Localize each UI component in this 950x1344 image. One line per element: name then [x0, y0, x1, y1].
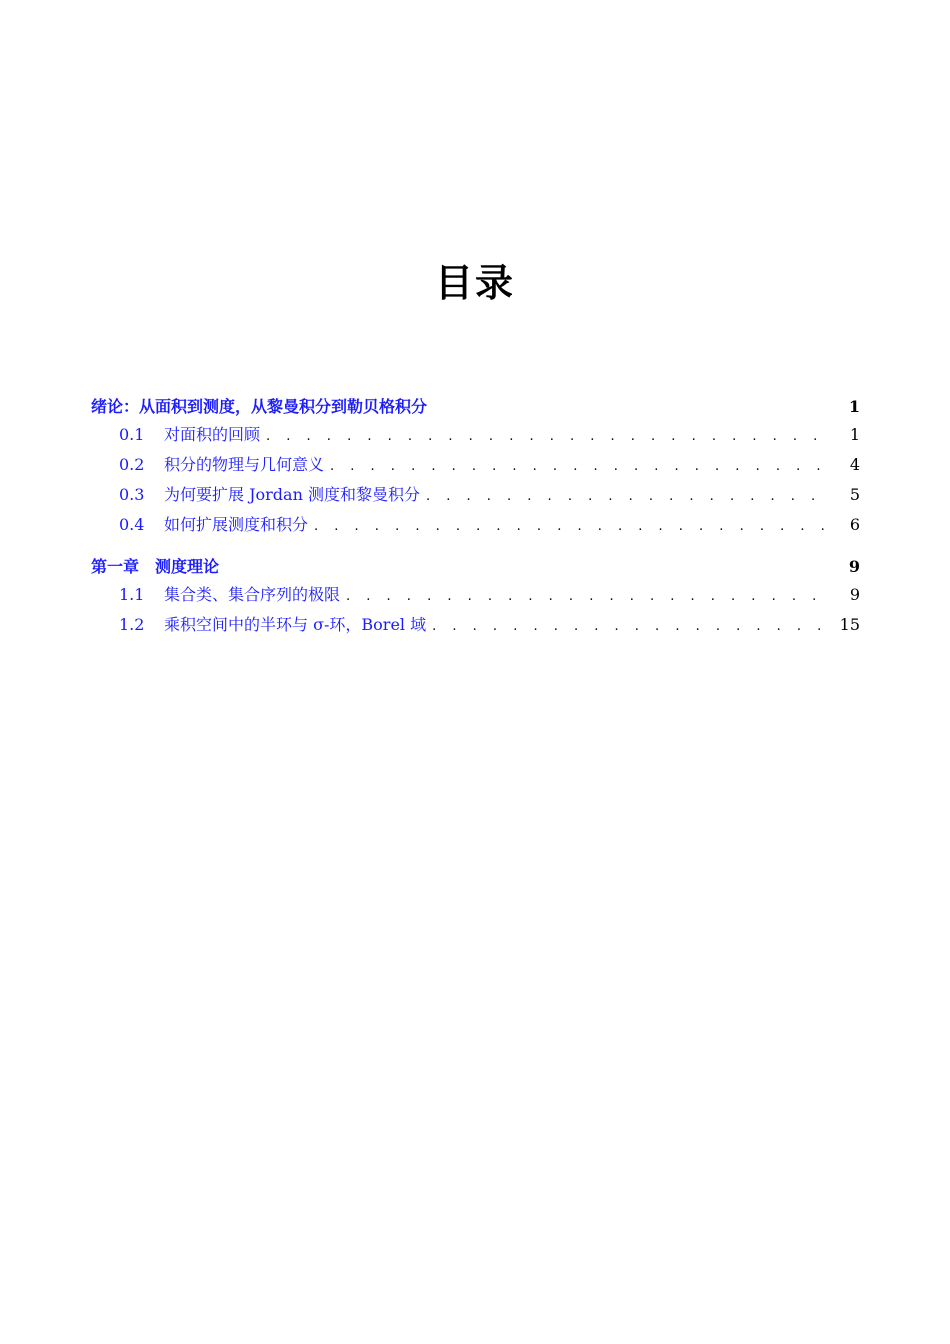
- dot-leader: [346, 589, 826, 604]
- toc-chapter-intro: [91, 394, 860, 542]
- section-number[interactable]: 0.3: [119, 485, 145, 504]
- section-entry[interactable]: [91, 512, 860, 542]
- section-entry[interactable]: [91, 422, 860, 452]
- section-page-number: 6: [849, 515, 860, 534]
- section-page-number: 15: [839, 615, 860, 634]
- chapter-entry[interactable]: [91, 394, 860, 422]
- page-title: 目录: [434, 261, 515, 305]
- table-of-contents: [91, 394, 860, 654]
- section-title[interactable]: 乘积空间中的半环与 σ-环，Borel 域: [164, 615, 427, 634]
- section-number[interactable]: 1.1: [119, 585, 145, 604]
- section-page-number: 4: [849, 455, 860, 474]
- dot-leader: [314, 519, 826, 534]
- section-number[interactable]: 0.1: [119, 425, 145, 444]
- section-title[interactable]: 为何要扩展 Jordan 测度和黎曼积分: [164, 485, 420, 504]
- section-number[interactable]: 1.2: [119, 615, 145, 634]
- section-page-number: 5: [849, 485, 860, 504]
- section-entry[interactable]: [91, 582, 860, 612]
- section-title[interactable]: 积分的物理与几何意义: [164, 455, 325, 474]
- chapter-page-number: 9: [848, 557, 860, 576]
- section-number[interactable]: 0.4: [119, 515, 145, 534]
- chapter-page-number: 1: [848, 397, 860, 416]
- section-entry[interactable]: [91, 612, 860, 642]
- chapter-entry[interactable]: [91, 554, 860, 582]
- section-entry[interactable]: [91, 482, 860, 512]
- section-number[interactable]: 0.2: [119, 455, 145, 474]
- section-title[interactable]: 集合类、集合序列的极限: [164, 585, 341, 604]
- dot-leader: [426, 489, 826, 504]
- section-entry[interactable]: [91, 452, 860, 482]
- dot-leader: [266, 429, 826, 444]
- dot-leader: [432, 619, 826, 634]
- section-title[interactable]: 如何扩展测度和积分: [164, 515, 309, 534]
- section-page-number: 1: [849, 425, 860, 444]
- chapter-title[interactable]: 绪论：从面积到测度，从黎曼积分到勒贝格积分: [91, 397, 428, 416]
- toc-chapter-1: [91, 554, 860, 642]
- section-page-number: 9: [849, 585, 860, 604]
- section-title[interactable]: 对面积的回顾: [164, 425, 261, 444]
- chapter-title[interactable]: 第一章 测度理论: [91, 557, 220, 576]
- dot-leader: [330, 459, 826, 474]
